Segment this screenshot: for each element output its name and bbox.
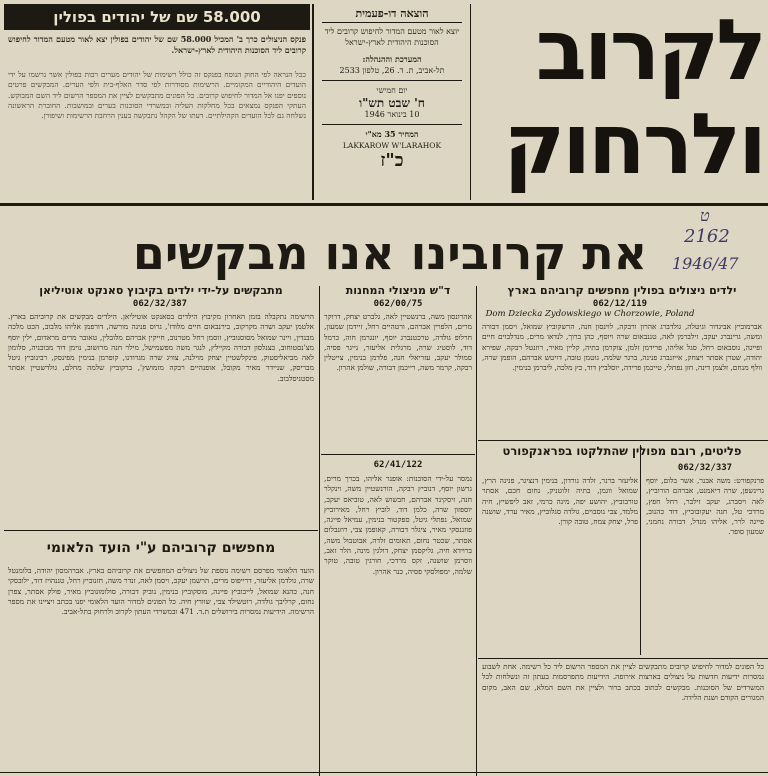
body-text: הועד הלאומי מפרסם רשימה נוספת של ניצולים המחפשים את קרוביהם בארץ. אברהמסון יהודה, בלומנטל שרה, גולדמן אליעזר, דרייפוס מרים, הרשמן יעקב, ויסמן לאה, זנדר משה, חזנוביץ רחל, טננהויז דוד, ילובסקי חנה, כהנא שמואל, לייבוביץ פייגה, מוסקוביץ בנימין, נוביק דבורה, סולומונוביץ מאיר, פולק אסתר, צפרן נחום, קרליבך גולדה, רוטשילד צבי, שוורץ חיה. כל הפונים למדור הועד הלאומי יפנו בכתב ויציינו את מספר הרשימה. הידיעות נמסרות בירושלים ת.ד. 471 ובמשרדי העתון לקרוב ולרחוק בתל-אביב.	[8, 566, 314, 617]
divider	[312, 4, 314, 200]
body-text: ככל הנראה לפי החוק הנוסח בפנקס זה כולל רשימות של יהודים מערים רבות בפולין אשר נרשמו על ידי הועדים היהודיים המקומיים. הרשימות מסודרות לפי סדר האלף-בית ולפי הערים. המבקשים פרטים נוספים יפנו אל המדור לחיפוש קרובים. כל הפונים מתבקשים לציין את המספר הרשום ליד השם המבוקש. העתקי הפנקס נמצאים בכל מחלקות העליה ובמשרדי הסוכנות בערים ובמושבות. החוברת הראשונה נשלחה גם לכל הועדים הקהילתיים. דעתו של הקהל נתבקשה בענין הרחבת הרשימות ושיפורן.	[8, 70, 306, 121]
refugees-headline: פליטים, רובם מפולין שהתלקטו בפראנקפורט	[502, 444, 742, 458]
hebrew-date: ח' שבט תש"ו	[359, 96, 425, 110]
issue-info-box	[316, 4, 468, 200]
column-2-title: ד"ש מניצולי המחנות	[345, 284, 451, 297]
column-1-latin: Dom Dziecka Zydowskiego w Chorzowie, Poland	[485, 309, 695, 319]
publisher-label: הוצאה דו-פעמית	[355, 7, 429, 20]
issue-number: כ"ז	[380, 150, 404, 171]
masthead-rule	[0, 203, 768, 206]
divider	[478, 658, 768, 659]
column-3-title: מתבקשים על-ידי ילדים בקיבוץ סאנקט אוטיליאן	[39, 284, 283, 297]
divider	[470, 4, 471, 200]
editorial-label: המערכת וההנהלה:	[362, 54, 422, 64]
price-label: המחיר 35 מא"י	[365, 129, 419, 139]
day-label: יום חמישי	[376, 86, 408, 95]
divider	[476, 286, 477, 776]
divider	[640, 445, 641, 655]
column-2-number: 062/00/75	[373, 299, 423, 309]
top-left-headline: 58.000 שם של יהודים בפולין	[4, 4, 310, 30]
column-1-title: ילדים ניצולים בפולין מחפשים קרוביהם בארץ	[507, 284, 737, 297]
body-text: אברמוביץ אביגדור וגיטלה, גולדברג אהרון ורבקה, לוינסון חנה, הרשקוביץ שמואל, ויסמן דבורה ומשה, גרינברג יעקב, זילברמן לאה, טננבאום שרה ויוסף, כהן ברוך, לנדאו מרים, מנדלבוים חיים ופייגה, נוסבאום רחל, סגל אליהו, פרידמן זלמן, צוקרמן בתיה, קליין מאיר, רוזנטל רבקה, שפירא יהודה, שטרן אסתר ויצחק, אייזנברג פנינה, ברגר שלמה, גוטמן טובה, דויטש אברהם, הופמן שרה, וולף מנחם, זלצמן דינה, חזן נפתלי, טייכמן פרידה, יוסלביץ דוד, כץ מלכה, ליברמן בנימין.	[482, 322, 762, 373]
body-text: נמסר על-ידי הסוכנות: אופנר אליהו, בכרך מרים, גרשון יוסף, דנוביץ רבקה, הורנשטיין משה, וינקלר חנה, זיסקינד אברהם, חבשוש לאה, טוביאס יעקב, יוספזון שרה, כלמן דוד, לוביץ רחל, מאירוביץ שמואל, נפתלי גיטל, ספקטור בנימין, עמיאל פייגה, פוזננסקי מאיר, ציגלר דבורה, קאופמן צבי, רוזנבלום אסתר, שכטר נחום, תאומים זלדה, אבוטבול משה, ברוידא חיה, גליקסמן יצחק, דולגין מינה, הלר זאב, ווסרמן שושנה, זקס מרדכי, חורגין טובה, טוקר שלמה, ימפולסקי פסיה, כנר אהרון.	[324, 474, 472, 576]
body-text: הרשימה נתקבלה בזמן האחרון מקיבוץ הילדים בסאנקט אוטיליאן. הילדים מבקשים את קרוביהם בארץ. אלטמן יעקב ושרה מקרקוב, בירנבאום חיים מלודז', גרוס פנינה מורשה, דורפמן אליהו מלבוב, הכט מלכה מבנדין, ויינר שמואל מסוסנוביץ, זוסמן רחל מטרנוב, חייקין אברהם מלובלין, טאובר מרים מראדום, ילין יוסף מצ'נסטוחוב, כצנלסון דבורה מקיילץ, לנגר משה מפשמישל, מילר חנה מרזשוב, נוימן דוד מבוכניה, סלומון לאה מביאליסטוק, פינקלשטיין יצחק מוילנה, צוויג שרה מגרודנו, קופרמן בנימין מפינסק, רבינוביץ גיטל מבריסק, שניידר מאיר מקובל, אופנהיים רבקה מזמושץ', ברקוביץ שלמה מחלם, גולדשטיין אסתר מסטניסלבוב.	[8, 312, 314, 383]
middle-number: 62/41/122	[373, 460, 423, 470]
divider	[319, 286, 320, 776]
body-text: פרנקפורט: משה אבנר, אשר בלום, יוסף גרינשפן, שרה דיאמנט, אברהם הורוביץ, לאה ויסברג, יעקב זילבר, רחל חפץ, מרדכי טל, חנה יעקובוביץ, דוד כהנוב, פייגה לרר, אליהו מנדל, דבורה נחמני, שמעון סופר.	[646, 476, 764, 537]
divider	[321, 454, 475, 455]
divider	[478, 440, 768, 441]
masthead-line-2: ולרחוק	[503, 95, 764, 193]
handwritten-mark: ט	[700, 206, 710, 225]
gregorian-date: 10 בינואר 1946	[364, 110, 420, 119]
national-council-headline: מחפשים קרוביהם ע"י הועד הלאומי	[46, 540, 276, 556]
address-text: תל-אביב, ת. ד. 26, טלפון 2533	[339, 66, 445, 75]
main-headline: את קרובינו אנו מבקשים	[132, 226, 648, 280]
masthead-line-1: לקרוב	[535, 1, 764, 99]
body-text: כל הפונים למדור לחיפוש קרובים מתבקשים לציין את המספר הרשום ליד כל רשימה. אחת לשבוע נמסרות ידיעות חדשות על ניצולים בארצות אירופה. הידיעות מתפרסמות בעתון זה ונשלחות לכל המשרדים של הסוכנות. מבקשים לכתוב בכתב ברור ולציין את השם המלא, שם האב, מקום המגורים הקודם ושנת הלידה.	[482, 662, 764, 702]
subtitle-text: יוצא לאור מטעם המדור לחיפוש קרובים ליד הסוכנות היהודית לארץ-ישראל	[324, 27, 460, 47]
body-text: אליעזר ברנר, זלדה גורדון, בנימין דנציגר, פנינה הרץ, שמואל ווגמן, בתיה זלוטניק, נחום חכם, אסתר טורבוביץ, יהושע יפה, מינה כרמי, זאב ליפשיץ, חיה מלמד, צבי נוסבוים, גולדה סגלוביץ, מאיר ערד, שושנה פרל, יצחק צמח, טובה קורן.	[482, 476, 638, 527]
masthead	[472, 1, 764, 200]
refugees-number: 062/32/337	[677, 463, 733, 473]
divider	[4, 530, 318, 531]
handwritten-year: 1946/47	[672, 254, 739, 273]
latin-title: LAKKAROW W'LARAHOK	[342, 141, 442, 150]
top-left-subhead: פנקס הניצולים כרך ב' המכיל 58.000 שם של יהודים בפולין יצא לאור מטעם המדור לחיפוש קרובים ליד הסוכנות היהודית לארץ-ישראל.	[8, 34, 306, 55]
body-text: אהרונסון משה, ברנשטיין לאה, גלברט יצחק, דרוקר מרים, הלפרין אברהם, ורטהיים רחל, זיידמן שמעון, חרלופ גולדה, טרכטנברג יוסף, יונגרמן חוה, כרמל דוד, לוסטיג שרה, מרגלית אליעזר, נייגר פסיה, סמולר יעקב, עזריאלי חנה, פלדמן בנימין, צייטלין רבקה, קרמר משה, רייכמן דבורה, שולמן אהרון.	[324, 312, 472, 373]
handwritten-number: 2162	[684, 226, 730, 247]
column-1-number: 062/12/119	[592, 299, 648, 309]
divider	[0, 772, 768, 773]
column-3-number: 062/32/387	[132, 299, 188, 309]
